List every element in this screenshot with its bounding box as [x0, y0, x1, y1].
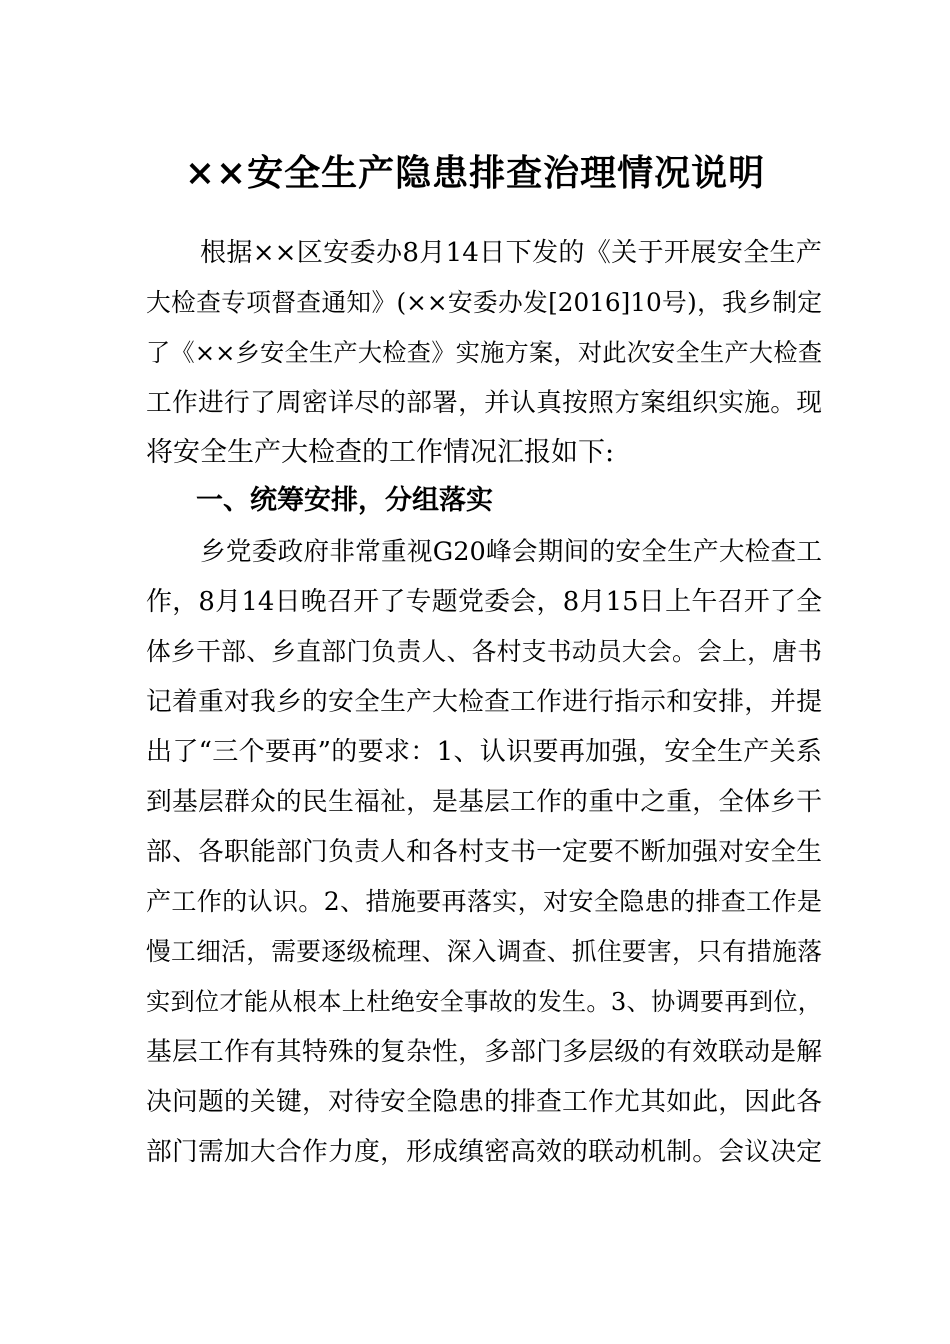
text-line: 工作进行了周密详尽的部署，并认真按照方案组织实施。现 — [146, 388, 822, 418]
text-line: 部门需加大合作力度，形成缜密高效的联动机制。会议决定 — [146, 1137, 822, 1167]
document-title: ××安全生产隐患排查治理情况说明 — [184, 152, 766, 194]
paragraph-intro — [146, 228, 822, 478]
text-line: 到基层群众的民生福祉，是基层工作的重中之重，全体乡干 — [146, 787, 822, 817]
text-line: 体乡干部、乡直部门负责人、各村支书动员大会。会上，唐书 — [146, 637, 822, 666]
text-line: 记着重对我乡的安全生产大检查工作进行指示和安排，并提 — [146, 687, 822, 717]
text-line: 出了“三个要再”的要求：1、认识要再加强，安全生产关系 — [146, 737, 822, 767]
text-line: 产工作的认识。2、措施要再落实，对安全隐患的排查工作是 — [146, 887, 822, 916]
section-heading: 一、统筹安排，分组落实 — [196, 485, 493, 516]
section-heading-block — [146, 476, 822, 526]
text-line: 作，8月14日晚召开了专题党委会，8月15日上午召开了全 — [146, 587, 822, 617]
text-line: 了《××乡安全生产大检查》实施方案，对此次安全生产大检查 — [146, 339, 822, 367]
text-line: 决问题的关键，对待安全隐患的排查工作尤其如此，因此各 — [146, 1087, 822, 1117]
text-line: 部、各职能部门负责人和各村支书一定要不断加强对安全生 — [146, 837, 822, 867]
text-line: 将安全生产大检查的工作情况汇报如下: — [146, 437, 615, 468]
text-line: 根据××区安委办8月14日下发的《关于开展安全生产 — [200, 238, 822, 268]
text-line: 基层工作有其特殊的复杂性，多部门多层级的有效联动是解 — [146, 1037, 822, 1067]
text-line: 乡党委政府非常重视G20峰会期间的安全生产大检查工 — [200, 537, 822, 567]
paragraph-section1 — [146, 527, 822, 1177]
text-line: 慢工细活，需要逐级梳理、深入调查、抓住要害，只有措施落 — [146, 937, 822, 966]
text-line: 实到位才能从根本上杜绝安全事故的发生。3、协调要再到位， — [146, 988, 822, 1016]
text-line: 大检查专项督查通知》(××安委办发[2016]10号)，我乡制定 — [146, 288, 822, 317]
